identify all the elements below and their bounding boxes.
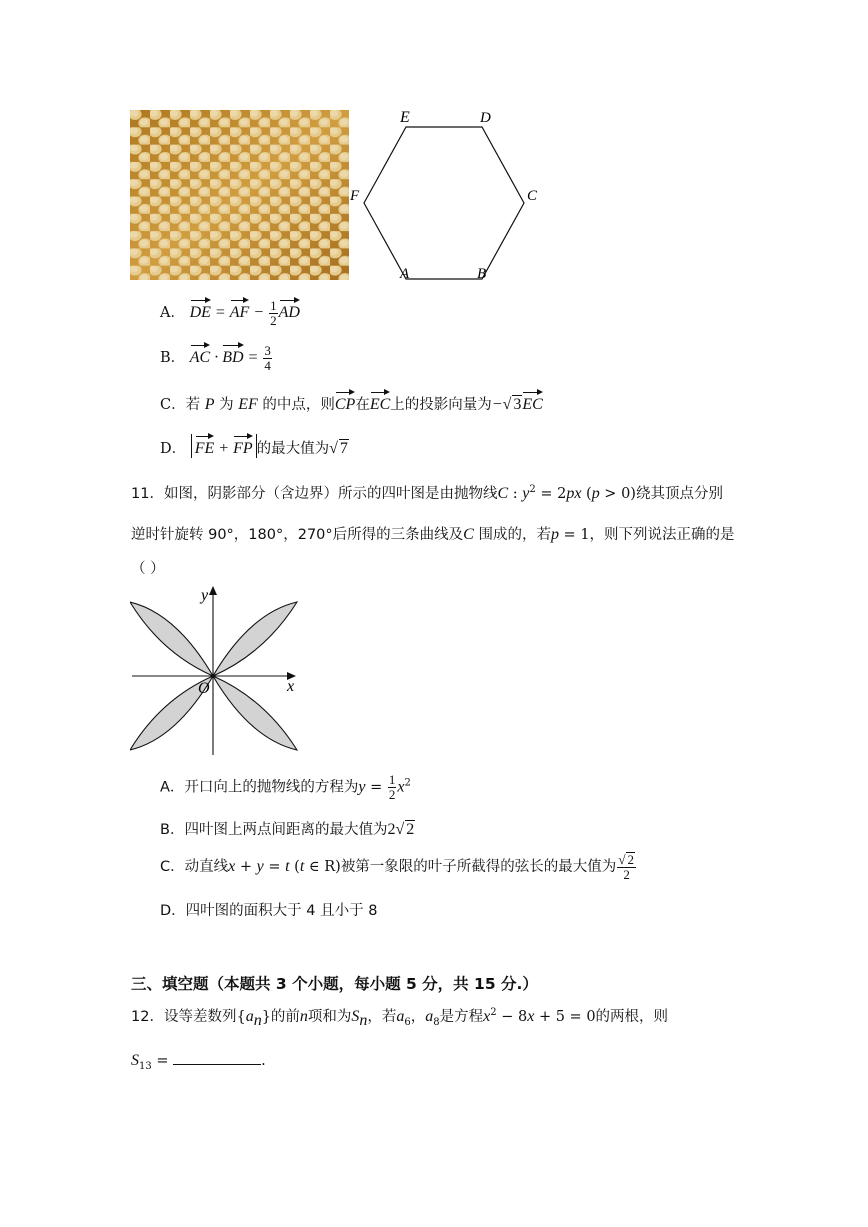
section-3-heading: 三、填空题（本题共 3 个小题，每小题 5 分，共 15 分.） — [131, 975, 538, 993]
hexagon-shape — [364, 127, 524, 279]
vertex-label-c: C — [527, 188, 538, 204]
q10-option-b: B． AC · BD = $\frac{3}{4}$ — [160, 342, 271, 373]
q10-option-d: D． FE + FP 的最大值为√ 7 — [160, 434, 349, 458]
origin-label: O — [198, 680, 210, 697]
x-axis-label: x — [287, 678, 295, 695]
q12-stem-line2: $S_{13}$ = . — [131, 1052, 266, 1072]
leaf-quadrant-2 — [130, 602, 213, 676]
q11-option-c: C．动直线x + y = t (t ∈ R)被第一象限的叶子所截得的弦长的最大值为 $\frac{√ 2}{2}$ — [160, 852, 634, 882]
q12-stem-line1: 12．设等差数列$\{a_n\}$的前n项和为$S_n$，若$a_6$，$a_8$是方程$x^2 - 8x + 5 = 0$的两根，则 — [131, 1007, 669, 1029]
q11-stem-line2: 逆时针旋转 90°，180°，270°后所得的三条曲线及C 围成的，若p = 1，则下列说法正确的是 — [131, 526, 735, 543]
q11-option-b: B．四叶图上两点间距离的最大值为2√ 2 — [160, 821, 415, 838]
q11-answer-bracket: （ ） — [131, 561, 165, 577]
leaf-quadrant-4 — [213, 676, 297, 750]
vertex-label-b: B — [477, 266, 487, 282]
y-axis-label: y — [201, 587, 209, 604]
leaf-quadrant-1 — [213, 602, 297, 676]
vertex-label-d: D — [480, 110, 491, 126]
y-axis-arrow — [209, 586, 217, 595]
vertex-label-f: F — [350, 188, 360, 204]
vertex-label-a: A — [400, 266, 410, 282]
hexagon-figure — [350, 108, 550, 288]
q10-option-c: C．若 P 为 EF 的中点，则CP在EC上的投影向量为−√ 3EC — [160, 390, 543, 414]
q11-option-d: D．四叶图的面积大于 4 且小于 8 — [160, 903, 378, 919]
q11-stem-line1: 11．如图，阴影部分（含边界）所示的四叶图是由抛物线C : $y^2 = 2px$ (p > 0)绕其顶点分别 — [131, 484, 723, 502]
honeycomb-image — [130, 110, 349, 280]
q10-option-a: A． DE = AF − $\frac{1}{2}$ AD — [160, 297, 300, 328]
answer-blank[interactable] — [173, 1052, 261, 1065]
four-leaf-figure — [130, 583, 305, 758]
q11-option-a: A．开口向上的抛物线的方程为y = $\frac{1}{2}$ $x^2$ — [160, 772, 411, 802]
vertex-label-e: E — [400, 109, 410, 126]
